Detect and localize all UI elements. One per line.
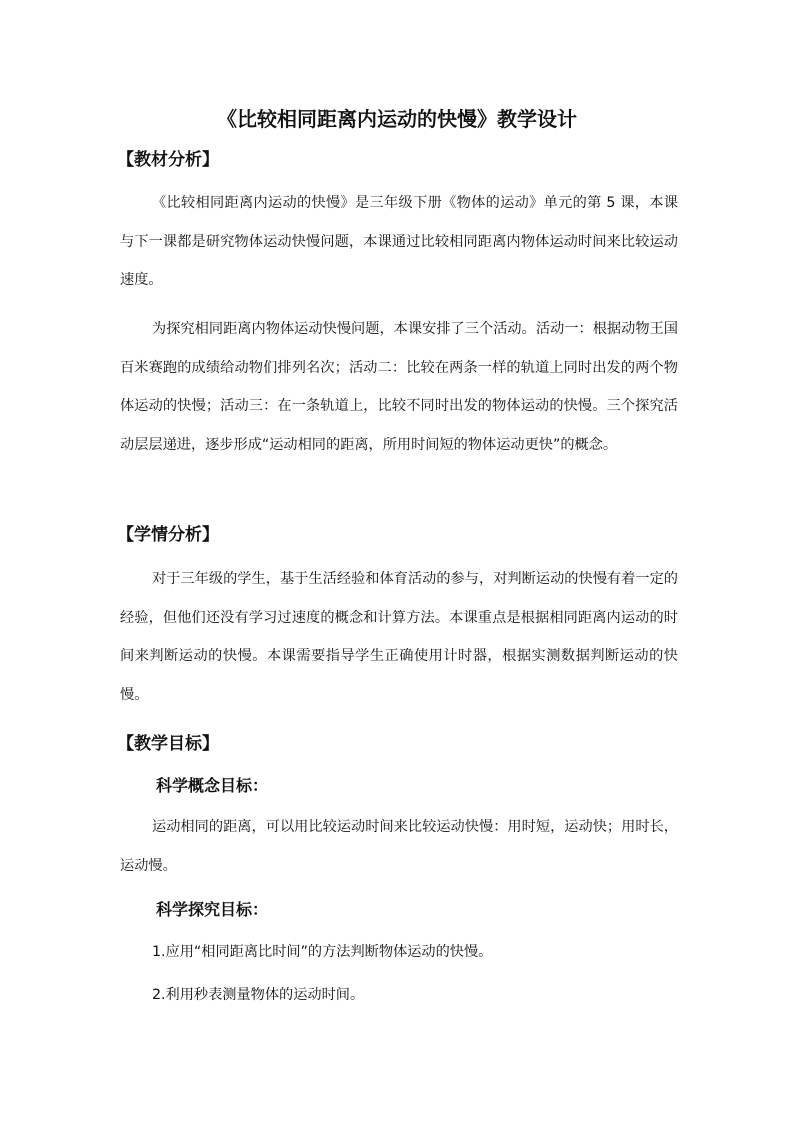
section-heading-teaching-goals: 【教学目标】 (117, 734, 219, 754)
subheading-concept-goals: 科学概念目标： (156, 776, 269, 795)
paragraph-textbook-analysis-1: 《比较相同距离内运动的快慢》是三年级下册《物体的运动》单元的第 5 课，本课与下一课都是研究物体运动快慢问题，本课通过比较相同距离内物体运动时间来比较运动速度。 (120, 195, 678, 288)
subheading-inquiry-goals: 科学探究目标： (156, 900, 269, 919)
list-item-inquiry-goal-2: 2.利用秒表测量物体的运动时间。 (152, 987, 365, 1003)
section-heading-student-analysis: 【学情分析】 (117, 525, 219, 545)
list-item-inquiry-goal-1: 1.应用“相同距离比时间”的方法判断物体运动的快慢。 (152, 944, 493, 960)
section-heading-textbook-analysis: 【教材分析】 (117, 150, 219, 170)
paragraph-textbook-analysis-2: 为探究相同距离内物体运动快慢问题，本课安排了三个活动。活动一：根据动物王国百米赛跑的成绩给动物们排列名次；活动二：比较在两条一样的轨道上同时出发的两个物体运动的快慢；活动三：在一条轨道上，比较不同时出发的物体运动的快慢。三个探究活动层层递进，逐步形成“运动相同的距离，所用时间短的物体运动更快”的概念。 (120, 321, 678, 453)
page-title: 《比较相同距离内运动的快慢》教学设计 (217, 107, 577, 131)
paragraph-student-analysis-1: 对于三年级的学生，基于生活经验和体育活动的参与，对判断运动的快慢有着一定的经验，但他们还没有学习过速度的概念和计算方法。本课重点是根据相同距离内运动的时间来判断运动的快慢。本课需要指导学生正确使用计时器，根据实测数据判断运动的快慢。 (120, 571, 678, 703)
paragraph-concept-goals: 运动相同的距离，可以用比较运动时间来比较运动快慢：用时短，运动快；用时长，运动慢。 (120, 819, 678, 874)
